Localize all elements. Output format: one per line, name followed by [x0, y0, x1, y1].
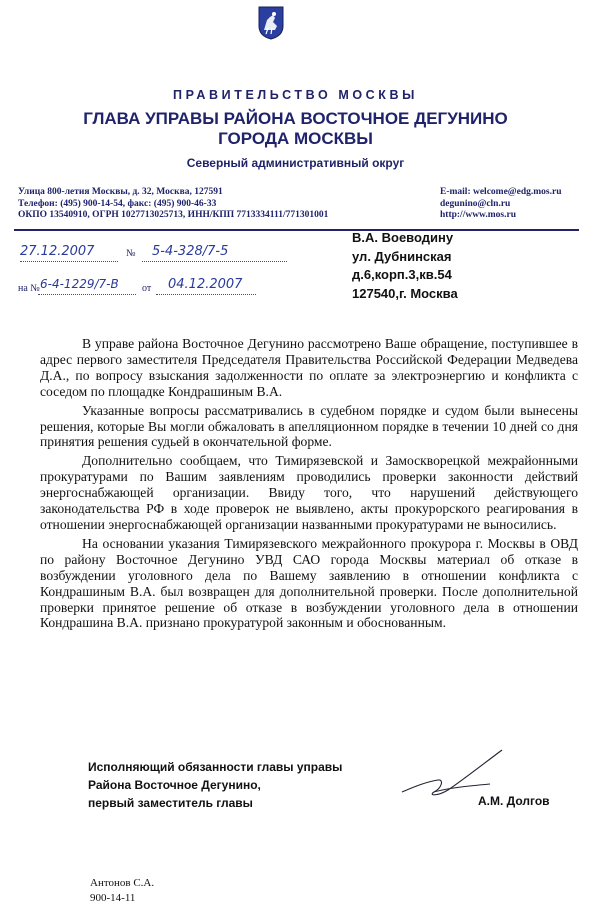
contact-block-right: [440, 187, 562, 222]
date-underline: [20, 261, 118, 262]
outgoing-number-label: №: [126, 248, 136, 259]
recipient-building: д.6,корп.3,кв.54: [352, 267, 452, 282]
number-underline: [142, 261, 287, 262]
letterhead-divider: [14, 229, 579, 231]
executor-info: [90, 876, 154, 906]
reference-number-label: на №: [18, 283, 40, 294]
letter-body: [40, 336, 578, 634]
reference-date-underline: [156, 294, 256, 295]
reference-number: 6-4-1229/7-В: [40, 277, 119, 291]
paragraph: В управе района Восточное Дегунино рассмотрено Ваше обращение, поступившее в адрес первого заместителя Председателя Правительства Российской Федерации Медведева Д.А., по вопросу взыскания задолженности по оплате за электроэнергию и конфликта с соседом по площадке Кондрашиным В.А.: [40, 336, 578, 399]
signatory-name: А.М. Долгов: [478, 794, 550, 808]
registration-codes: ОКПО 13540910, ОГРН 1027713025713, ИНН/КПП 7713334111/771301001: [18, 210, 329, 220]
address: Улица 800-летия Москвы, д. 32, Москва, 127591: [18, 187, 223, 197]
recipient-street: ул. Дубнинская: [352, 248, 452, 264]
signatory-title: [88, 758, 342, 812]
executor-name: Антонов С.А.: [90, 877, 155, 889]
email-secondary[interactable]: degunino@cln.ru: [440, 198, 511, 209]
executor-phone: 900-14-11: [90, 892, 136, 904]
paragraph: На основании указания Тимирязевского межрайонного прокурора г. Москвы в ОВД по району Восточное Дегунино УВД САО города Москвы материал об отказе в возбуждении уголовного дела по Вашему заявлению в отношении конфликта с Кондрашиным В.А. был возвращен для дополнительной проверки. После дополнительной проверки принятое решение об отказе в возбуждении уголовного дела в отношении Кондрашина В.А. признано прокуратурой законным и обоснованным.: [40, 535, 578, 631]
district-name: Северный административный округ: [186, 156, 405, 170]
reference-date: 04.12.2007: [168, 277, 243, 292]
organization-title-line1: ГЛАВА УПРАВЫ РАЙОНА ВОСТОЧНОЕ ДЕГУНИНО: [83, 109, 508, 128]
paragraph: Указанные вопросы рассматривались в судебном порядке и судом были вынесены решения, которые Вы могли обжаловать в апелляционном порядке в течении 10 дней со дня принятия решения судьей в окончательной форме.: [40, 402, 578, 450]
signatory-title-line3: первый заместитель главы: [88, 796, 253, 810]
recipient-address: [352, 229, 458, 303]
outgoing-number: 5-4-328/7-5: [152, 244, 229, 259]
outgoing-date: 27.12.2007: [20, 244, 95, 259]
phone-fax: Телефон: (495) 900-14-54, факс: (495) 900-46-33: [18, 198, 217, 209]
website[interactable]: http://www.mos.ru: [440, 210, 517, 220]
contact-block-left: [18, 187, 328, 222]
recipient-name: В.А. Воеводину: [352, 230, 454, 245]
email[interactable]: E-mail: welcome@edg.mos.ru: [440, 187, 562, 197]
signatory-title-line1: Исполняющий обязанности главы управы: [88, 760, 343, 774]
paragraph: Дополнительно сообщаем, что Тимирязевской и Замоскворецкой межрайонными прокуратурами по Вашим заявлениям проводились проверки законности действий энергоснабжающей организации. Ввиду того, что нарушений действующего законодательства РФ в ходе проверок не выявлено, акты прокурорского реагирования в отношении энергоснабжающей организации названными прокуратурами не выносились.: [40, 453, 578, 532]
organization-title-line2: ГОРОДА МОСКВЫ: [218, 129, 373, 148]
moscow-coat-of-arms-icon: [258, 6, 284, 40]
signatory-title-line2: Района Восточное Дегунино,: [88, 778, 261, 792]
reference-underline: [38, 294, 136, 295]
government-heading: ПРАВИТЕЛЬСТВО МОСКВЫ: [173, 88, 418, 102]
recipient-city: 127540,г. Москва: [352, 285, 458, 301]
reference-date-label: от: [142, 283, 152, 294]
